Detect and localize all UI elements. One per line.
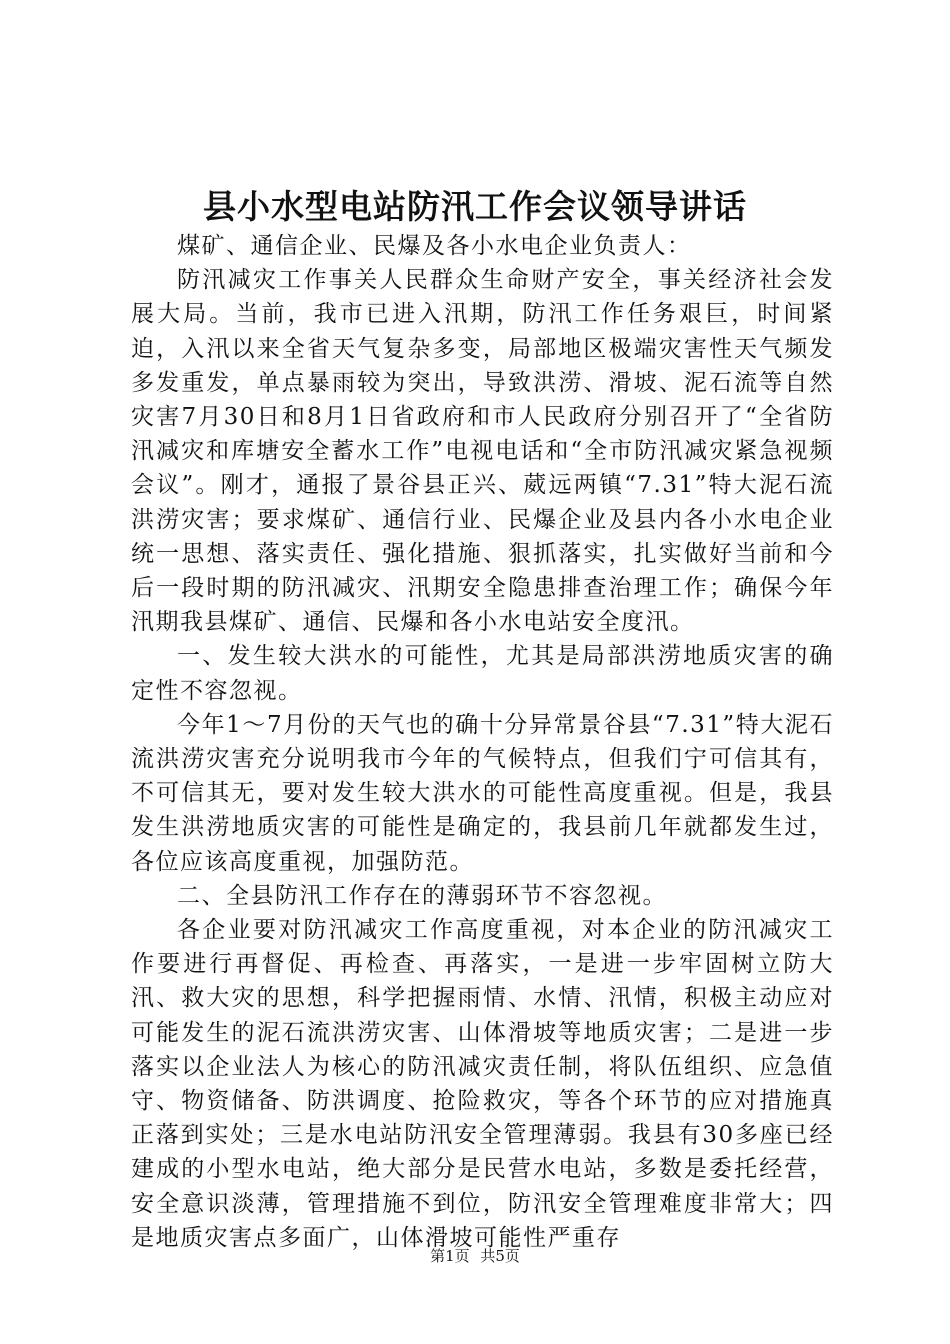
document-title: 县小水型电站防汛工作会议领导讲话 (203, 187, 747, 226)
page-footer (0, 1246, 950, 1266)
intro-paragraph: 防汛减灾工作事关人民群众生命财产安全，事关经济社会发展大局。当前，我市已进入汛期，防汛工作任务艰巨，时间紧迫，入汛以来全省天气复杂多变，局部地区极端灾害性天气频发多发重发，单点暴雨较为突出，导致洪涝、滑坡、泥石流等自然灾害7月30日和8月1日省政府和市人民政府分别召开了“全省防汛减灾和库塘安全蓄水工作”电视电话和“全市防汛减灾紧急视频会议”。刚才，通报了景谷县正兴、葳远两镇“7.31”特大泥石流洪涝灾害；要求煤矿、通信行业、民爆企业及县内各小水电企业统一思想、落实责任、强化措施、狠抓落实，扎实做好当前和今后一段时期的防汛减灾、汛期安全隐患排查治理工作；确保今年汛期我县煤矿、通信、民爆和各小水电站安全度汛。 (131, 267, 834, 636)
section-one-paragraph: 今年1～7月份的天气也的确十分异常景谷县“7.31”特大泥石流洪涝灾害充分说明我市今年的气候特点，但我们宁可信其有，不可信其无，要对发生较大洪水的可能性高度重视。但是，我县发生洪涝地质灾害的可能性是确定的，我县前几年就都发生过，各位应该高度重视，加强防范。 (131, 711, 834, 875)
section-heading-one: 一、发生较大洪水的可能性，尤其是局部洪涝地质灾害的确定性不容忽视。 (131, 643, 834, 704)
section-heading-two: 二、全县防汛工作存在的薄弱环节不容忽视。 (177, 882, 667, 909)
document-body (131, 229, 834, 1255)
salutation-paragraph: 煤矿、通信企业、民爆及各小水电企业负责人： (177, 233, 692, 259)
section-two-paragraph: 各企业要对防汛减灾工作高度重视，对本企业的防汛减灾工作要进行再督促、再检查、再落实，一是进一步牢固树立防大汛、救大灾的思想，科学把握雨情、水情、汛情，积极主动应对可能发生的泥石流洪涝灾害、山体滑坡等地质灾害；二是进一步落实以企业法人为核心的防汛减灾责任制，将队伍组织、应急值守、物资储备、防洪调度、抢险救灾，等各个环节的应对措施真正落到实处；三是水电站防汛安全管理薄弱。我县有30多座已经建成的小型水电站，绝大部分是民营水电站，多数是委托经营，安全意识淡薄，管理措施不到位，防汛安全管理难度非常大；四是地质灾害点多面广，山体滑坡可能性严重存 (131, 917, 834, 1251)
page-number-current: 第1页 (430, 1247, 470, 1265)
page-number-total: 共5页 (480, 1247, 520, 1265)
